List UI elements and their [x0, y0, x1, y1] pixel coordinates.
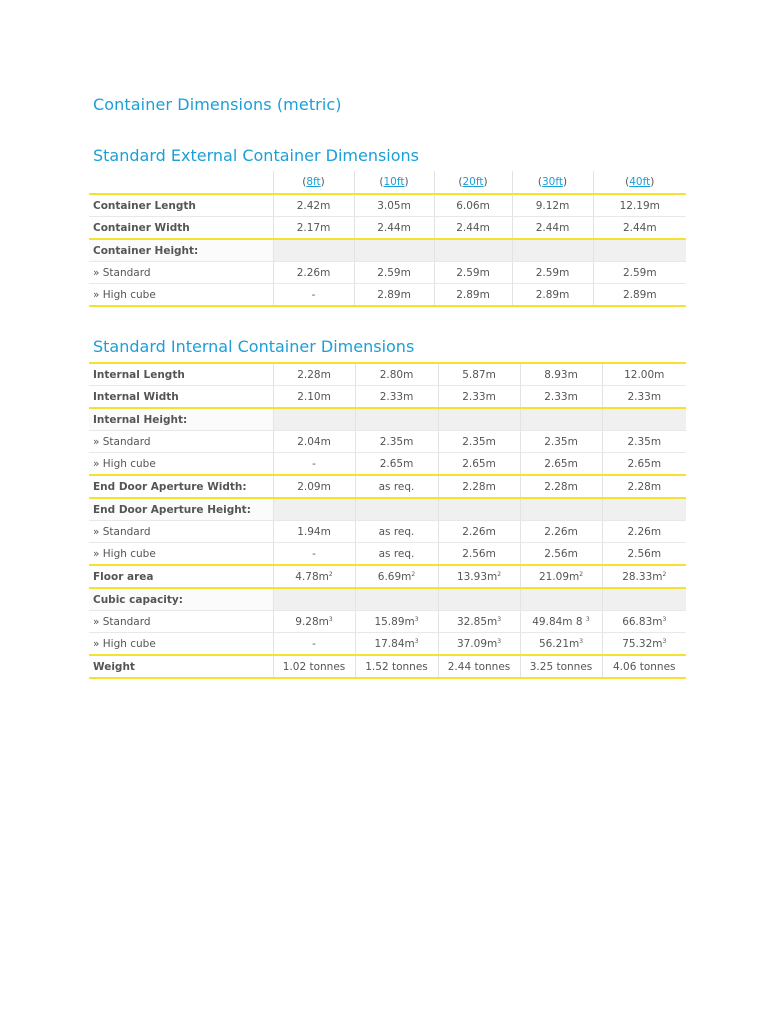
table-cell: 2.44m: [354, 217, 434, 240]
table-cell: 2.35m: [438, 431, 520, 453]
table-cell: 8.93m: [520, 363, 602, 386]
page-title: Container Dimensions (metric): [93, 95, 342, 114]
table-cell: [602, 633, 686, 656]
table-cell: [273, 239, 354, 262]
size-link-10ft[interactable]: 10ft: [383, 176, 405, 188]
internal-dimensions-title: Standard Internal Container Dimensions: [93, 337, 415, 356]
external-dimensions-table: [89, 171, 686, 307]
table-cell: [602, 611, 686, 633]
table-cell: 2.35m: [602, 431, 686, 453]
table-cell: 6.06m: [434, 194, 512, 217]
table-cell: 2.33m: [438, 386, 520, 409]
table-cell: [354, 239, 434, 262]
table-cell: [355, 633, 438, 656]
table-row: [89, 284, 686, 307]
cell-value: 75.32m: [622, 637, 663, 650]
row-label: » High cube: [89, 453, 273, 476]
table-row: [89, 386, 686, 409]
table-cell: [520, 408, 602, 431]
table-cell: 2.56m: [520, 543, 602, 566]
cell-value: 66.83m: [622, 615, 663, 628]
table-row: [89, 521, 686, 543]
header-blank-cell: [89, 171, 273, 194]
table-cell: 2.44 tonnes: [438, 655, 520, 678]
header-cell-20ft: (20ft): [434, 171, 512, 194]
table-cell: [273, 408, 355, 431]
row-label: » High cube: [89, 633, 273, 656]
table-cell: 2.89m: [434, 284, 512, 307]
table-cell: 2.65m: [355, 453, 438, 476]
table-cell: 1.94m: [273, 521, 355, 543]
table-cell: 2.26m: [273, 262, 354, 284]
table-row: [89, 588, 686, 611]
row-label: Container Width: [89, 217, 273, 240]
table-row: [89, 475, 686, 498]
table-row: [89, 498, 686, 521]
table-cell: 2.65m: [438, 453, 520, 476]
table-cell: 2.59m: [512, 262, 593, 284]
table-cell: [438, 611, 520, 633]
table-cell: [355, 498, 438, 521]
table-cell: as req.: [355, 521, 438, 543]
unit-superscript: 3: [328, 615, 333, 623]
table-cell: 5.87m: [438, 363, 520, 386]
table-cell: [355, 588, 438, 611]
table-row: [89, 194, 686, 217]
table-cell: 2.28m: [520, 475, 602, 498]
table-row: [89, 217, 686, 240]
table-cell: [602, 498, 686, 521]
unit-superscript: 3: [662, 615, 667, 623]
table-cell: [355, 611, 438, 633]
row-label: Floor area: [89, 565, 273, 588]
table-row: [89, 453, 686, 476]
table-cell: 2.35m: [355, 431, 438, 453]
row-label: Internal Height:: [89, 408, 273, 431]
table-cell: [355, 565, 438, 588]
table-cell: 2.26m: [520, 521, 602, 543]
unit-superscript: 2: [411, 570, 416, 578]
unit-superscript: 2: [662, 570, 667, 578]
row-label: Cubic capacity:: [89, 588, 273, 611]
table-cell: 1.52 tonnes: [355, 655, 438, 678]
table-cell: 2.17m: [273, 217, 354, 240]
cell-value: 32.85m: [456, 615, 498, 628]
table-cell: [520, 498, 602, 521]
unit-superscript: 2: [579, 570, 584, 578]
table-cell: 2.44m: [434, 217, 512, 240]
row-label: » High cube: [89, 284, 273, 307]
table-cell: 2.80m: [355, 363, 438, 386]
unit-superscript: 3: [662, 637, 667, 645]
table-cell: 2.44m: [593, 217, 686, 240]
table-row: [89, 565, 686, 588]
unit-superscript: 3: [497, 637, 502, 645]
table-cell: [438, 498, 520, 521]
table-row: [89, 239, 686, 262]
table-cell: 2.33m: [520, 386, 602, 409]
cell-value: 56.21m: [538, 637, 580, 650]
table-cell: [355, 408, 438, 431]
unit-superscript: 2: [497, 570, 502, 578]
internal-dimensions-table: [89, 362, 686, 679]
table-cell: [273, 565, 355, 588]
header-cell-10ft: (10ft): [354, 171, 434, 194]
table-cell: [512, 239, 593, 262]
table-cell: -: [273, 284, 354, 307]
table-row: [89, 431, 686, 453]
table-cell: 2.35m: [520, 431, 602, 453]
table-cell: [438, 588, 520, 611]
table-cell: 2.65m: [520, 453, 602, 476]
table-cell: 2.09m: [273, 475, 355, 498]
table-cell: -: [273, 543, 355, 566]
row-label: » Standard: [89, 521, 273, 543]
table-cell: [520, 611, 602, 633]
cell-value: 6.69m: [377, 570, 412, 583]
row-label: » Standard: [89, 431, 273, 453]
table-cell: 2.44m: [512, 217, 593, 240]
size-link-20ft[interactable]: 20ft: [462, 176, 484, 188]
unit-superscript: 2: [328, 570, 333, 578]
table-cell: 2.33m: [355, 386, 438, 409]
cell-value: 28.33m: [622, 570, 663, 583]
row-label: End Door Aperture Height:: [89, 498, 273, 521]
table-cell: 2.28m: [273, 363, 355, 386]
row-label: Container Height:: [89, 239, 273, 262]
table-cell: [438, 565, 520, 588]
table-row: [89, 655, 686, 678]
table-cell: 2.28m: [602, 475, 686, 498]
table-cell: -: [273, 453, 355, 476]
table-cell: 2.42m: [273, 194, 354, 217]
table-cell: 2.89m: [593, 284, 686, 307]
table-cell: [273, 633, 355, 656]
table-cell: 12.19m: [593, 194, 686, 217]
table-cell: 2.59m: [434, 262, 512, 284]
table-cell: [273, 611, 355, 633]
table-cell: [438, 408, 520, 431]
table-cell: 9.12m: [512, 194, 593, 217]
header-cell-30ft: (30ft): [512, 171, 593, 194]
row-label: Container Length: [89, 194, 273, 217]
table-cell: 1.02 tonnes: [273, 655, 355, 678]
table-cell: [273, 498, 355, 521]
row-label: End Door Aperture Width:: [89, 475, 273, 498]
size-link-40ft[interactable]: 40ft: [629, 176, 651, 188]
table-cell: [602, 588, 686, 611]
unit-superscript: 3: [579, 637, 584, 645]
table-cell: 2.04m: [273, 431, 355, 453]
table-cell: 3.05m: [354, 194, 434, 217]
table-cell: 12.00m: [602, 363, 686, 386]
table-cell: 4.06 tonnes: [602, 655, 686, 678]
table-row: [89, 408, 686, 431]
header-cell-40ft: (40ft): [593, 171, 686, 194]
table-row: [89, 363, 686, 386]
header-cell-8ft: (8ft): [273, 171, 354, 194]
table-cell: [602, 565, 686, 588]
table-cell: [593, 239, 686, 262]
table-cell: [520, 633, 602, 656]
cell-value: 9.28m: [295, 615, 329, 628]
cell-value: 21.09m: [538, 570, 580, 583]
cell-value: 49.84m 8: [532, 615, 586, 628]
unit-superscript: 3: [497, 615, 502, 623]
table-cell: 2.10m: [273, 386, 355, 409]
row-label: Weight: [89, 655, 273, 678]
table-cell: [520, 588, 602, 611]
table-cell: 2.65m: [602, 453, 686, 476]
table-row: [89, 611, 686, 633]
row-label: Internal Length: [89, 363, 273, 386]
table-cell: [273, 588, 355, 611]
table-cell: 2.89m: [354, 284, 434, 307]
unit-superscript: 3: [414, 615, 419, 623]
table-cell: 2.26m: [602, 521, 686, 543]
row-label: » Standard: [89, 611, 273, 633]
row-label: » High cube: [89, 543, 273, 566]
row-label: Internal Width: [89, 386, 273, 409]
cell-value: 4.78m: [295, 570, 329, 583]
table-cell: as req.: [355, 475, 438, 498]
table-cell: 2.28m: [438, 475, 520, 498]
table-cell: 2.56m: [602, 543, 686, 566]
table-cell: [520, 565, 602, 588]
table-cell: as req.: [355, 543, 438, 566]
unit-superscript: 3: [585, 615, 590, 623]
table-header-row: [89, 171, 686, 194]
table-cell: 2.26m: [438, 521, 520, 543]
table-row: [89, 633, 686, 656]
cell-value: 17.84m: [374, 637, 415, 650]
table-cell: 2.33m: [602, 386, 686, 409]
table-row: [89, 543, 686, 566]
table-cell: 2.56m: [438, 543, 520, 566]
table-cell: [602, 408, 686, 431]
cell-value: -: [312, 637, 316, 650]
cell-value: 15.89m: [374, 615, 415, 628]
size-link-30ft[interactable]: 30ft: [542, 176, 563, 188]
table-cell: [438, 633, 520, 656]
table-row: [89, 262, 686, 284]
cell-value: 13.93m: [456, 570, 498, 583]
unit-superscript: 3: [414, 637, 419, 645]
external-dimensions-title: Standard External Container Dimensions: [93, 146, 419, 165]
table-cell: 2.59m: [593, 262, 686, 284]
table-cell: 2.89m: [512, 284, 593, 307]
table-cell: [434, 239, 512, 262]
row-label: » Standard: [89, 262, 273, 284]
table-cell: 3.25 tonnes: [520, 655, 602, 678]
table-cell: 2.59m: [354, 262, 434, 284]
size-link-8ft[interactable]: 8ft: [306, 176, 321, 188]
cell-value: 37.09m: [456, 637, 498, 650]
